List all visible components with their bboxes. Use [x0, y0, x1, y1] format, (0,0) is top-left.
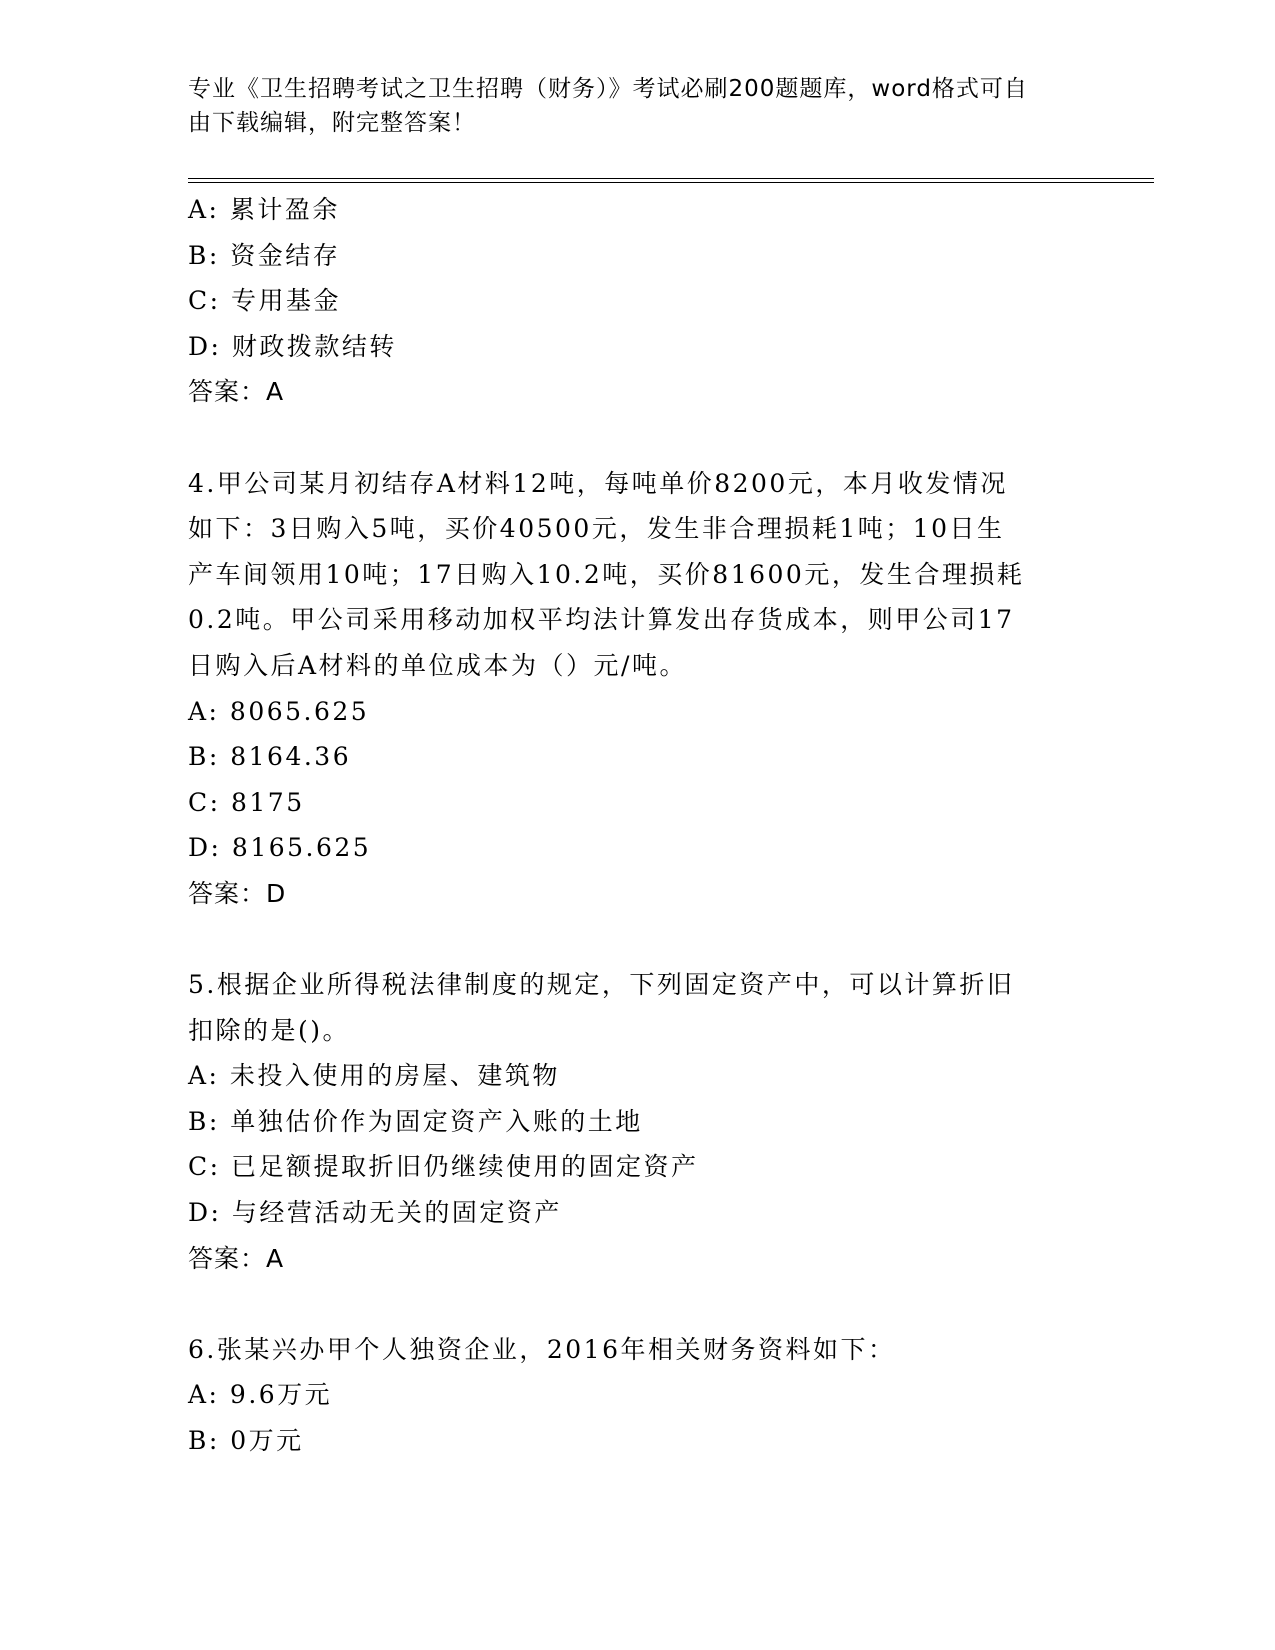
q6-text-line-1: 6.张某兴办甲个人独资企业，2016年相关财务资料如下： — [188, 1334, 896, 1364]
header-title-line-2: 由下载编辑，附完整答案！ — [188, 110, 476, 136]
q4-text-line-5: 日购入后A材料的单位成本为（）元/吨。 — [188, 650, 687, 680]
question-5 — [188, 962, 1068, 1281]
q5-answer: 答案：A — [188, 1243, 285, 1273]
q4-answer: 答案：D — [188, 878, 287, 908]
q5-text-line-2: 扣除的是()。 — [188, 1015, 351, 1045]
question-4 — [188, 461, 1068, 917]
q6-option-a: A: 9.6万元 — [188, 1380, 333, 1410]
q5-text-line-1: 5.根据企业所得税法律制度的规定，下列固定资产中，可以计算折旧 — [188, 970, 1015, 1000]
q4-option-d: D: 8165.625 — [188, 833, 372, 863]
q3-option-c: C: 专用基金 — [188, 286, 341, 316]
q3-option-a: A: 累计盈余 — [188, 195, 340, 224]
q4-option-b: B: 8164.36 — [188, 742, 352, 772]
q6-option-b: B: 0万元 — [188, 1426, 304, 1456]
q5-option-b: B: 单独估价作为固定资产入账的土地 — [188, 1106, 643, 1136]
question-3 — [188, 187, 1068, 415]
q4-text-line-2: 如下：3日购入5吨，买价40500元，发生非合理损耗1吨；10日生 — [188, 514, 1005, 544]
q3-answer: 答案：A — [188, 377, 285, 407]
q4-option-c: C: 8175 — [188, 787, 305, 817]
header-divider-bottom — [188, 182, 1154, 183]
question-gap — [188, 1281, 1068, 1327]
q4-option-a: A: 8065.625 — [188, 696, 370, 726]
question-6 — [188, 1327, 1068, 1464]
question-gap — [188, 917, 1068, 963]
q3-option-b: B: 资金结存 — [188, 240, 341, 270]
q4-text-line-1: 4.甲公司某月初结存A材料12吨，每吨单价8200元，本月收发情况 — [188, 468, 1008, 498]
question-gap — [188, 415, 1068, 461]
header-title-line-1: 专业《卫生招聘考试之卫生招聘（财务）》考试必刷200题题库，word格式可自 — [188, 76, 1028, 102]
question-list — [188, 187, 1068, 1464]
q5-option-a: A: 未投入使用的房屋、建筑物 — [188, 1061, 560, 1091]
q3-option-d: D: 财政拨款结转 — [188, 331, 397, 361]
header-divider-top — [188, 178, 1154, 179]
q4-text-line-4: 0.2吨。甲公司采用移动加权平均法计算发出存货成本，则甲公司17 — [188, 605, 1015, 635]
q5-option-d: D: 与经营活动无关的固定资产 — [188, 1198, 562, 1228]
document-header — [188, 72, 1068, 140]
q5-option-c: C: 已足额提取折旧仍继续使用的固定资产 — [188, 1152, 699, 1182]
q4-text-line-3: 产车间领用10吨；17日购入10.2吨，买价81600元，发生合理损耗 — [188, 559, 1025, 589]
